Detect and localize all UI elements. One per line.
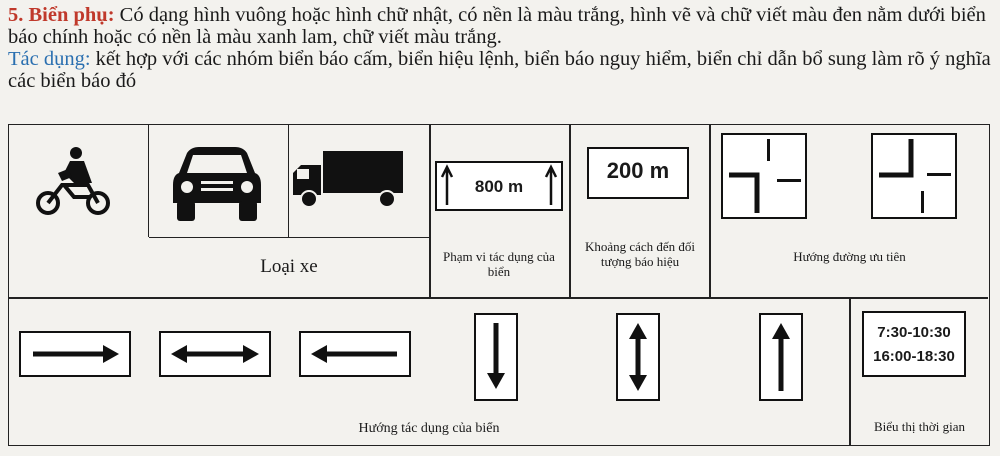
section-description: Có dạng hình vuông hoặc hình chữ nhật, có nền là màu trắng, hình vẽ và chữ viết màu đen nằm dưới biển báo chính hoặc có nền là màu xanh lam, chữ viết màu trắng.	[8, 4, 986, 48]
effect-text: kết hợp với các nhóm biển báo cấm, biển hiệu lệnh, biển báo nguy hiểm, biển chỉ dẫn bổ sung làm rõ ý nghĩa các biển báo đó	[8, 48, 991, 92]
row-divider	[9, 297, 988, 299]
arrow-both-icon	[159, 331, 271, 377]
intro-paragraph	[8, 4, 993, 48]
time-sign	[862, 311, 966, 377]
section-heading: 5. Biển phụ:	[8, 4, 115, 26]
time-line-1: 7:30-10:30	[877, 324, 951, 341]
col-divider	[709, 125, 711, 297]
effect-paragraph	[8, 48, 993, 92]
arrow-down-icon	[474, 313, 518, 401]
time-line-2: 16:00-18:30	[873, 348, 955, 365]
cell-divider	[149, 237, 429, 238]
direction-label: Hướng tác dụng của biển	[358, 421, 500, 436]
distance-sign-text: 200 m	[606, 158, 670, 183]
arrow-updown-icon	[616, 313, 660, 401]
arrow-up-icon	[759, 313, 803, 401]
distance-label: Khoảng cách đến đối tượng báo hiệu	[584, 239, 696, 269]
sign-table	[8, 124, 990, 446]
col-divider	[148, 125, 149, 237]
truck-icon	[293, 151, 403, 209]
col-divider	[429, 125, 431, 297]
priority-road-label: Hướng đường ưu tiên	[793, 249, 906, 264]
car-icon	[171, 145, 263, 223]
priority-road-sign-left	[721, 133, 807, 219]
vehicle-type-label: Loại xe	[260, 256, 318, 277]
arrow-right-icon	[19, 331, 131, 377]
col-divider	[288, 125, 289, 237]
motorcycle-icon	[34, 145, 114, 225]
col-divider	[569, 125, 571, 297]
arrow-left-icon	[299, 331, 411, 377]
priority-road-sign-right	[871, 133, 957, 219]
time-label: Biểu thị thời gian	[873, 419, 965, 434]
range-label: Phạm vi tác dụng của biển	[443, 249, 555, 279]
effect-label: Tác dụng:	[8, 48, 91, 70]
range-sign-text: 800 m	[474, 177, 524, 196]
intro-text	[8, 4, 993, 92]
